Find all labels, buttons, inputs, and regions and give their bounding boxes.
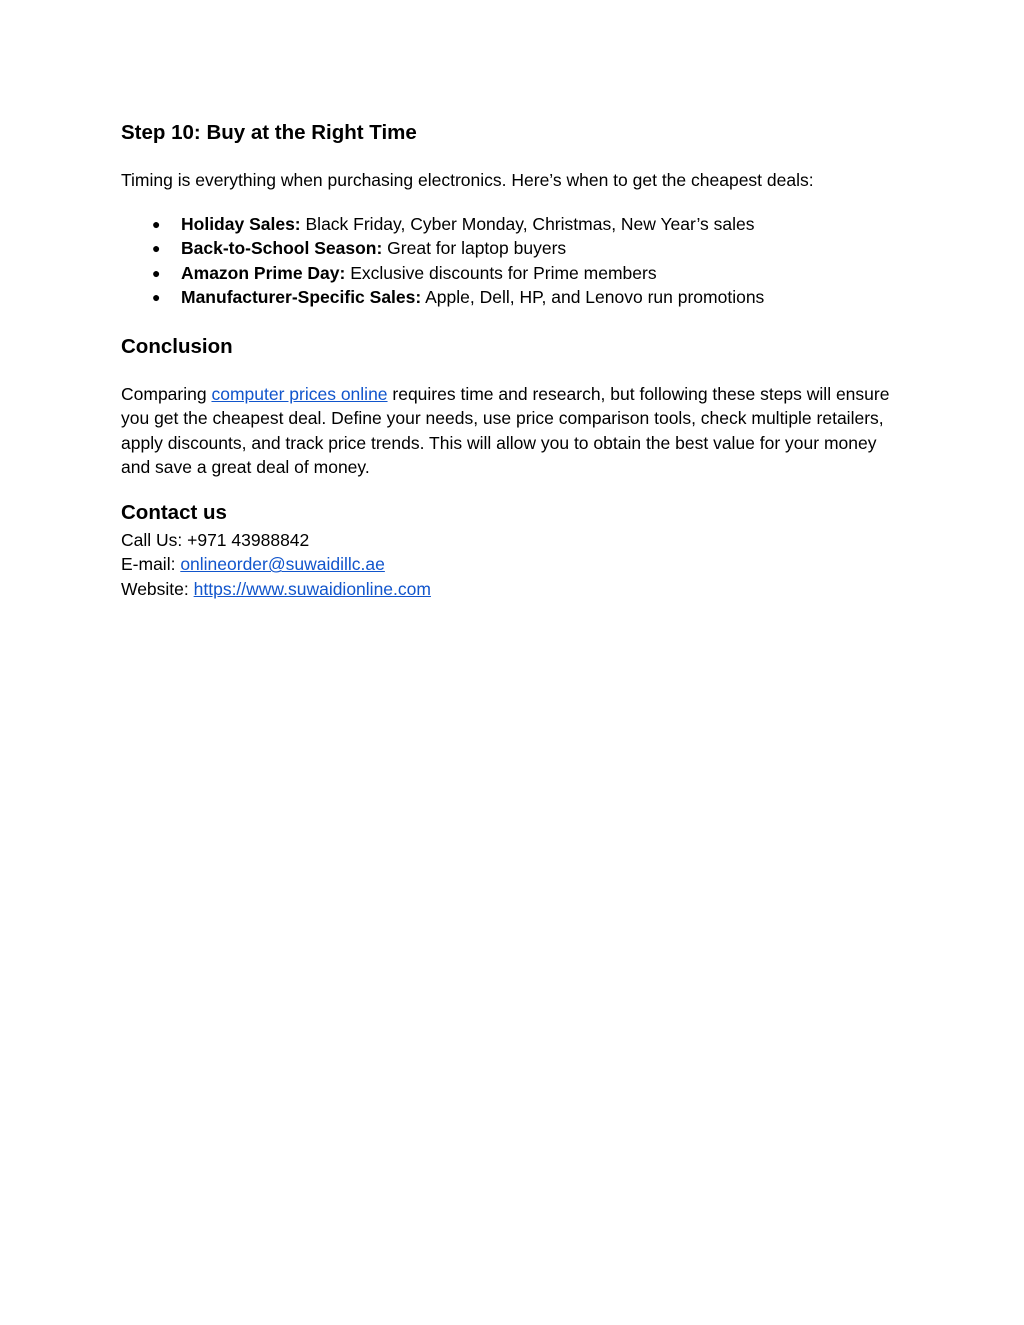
contact-phone: Call Us: +971 43988842 [121, 530, 310, 550]
email-label: E-mail: [121, 554, 181, 575]
bullet-icon: ● [152, 288, 161, 305]
list-item [121, 261, 901, 285]
list-item-text: Apple, Dell, HP, and Lenovo run promotions [421, 286, 765, 307]
conclusion-text-before: Comparing [121, 384, 212, 404]
email-link[interactable]: onlineorder@suwaidillc.ae [180, 554, 385, 575]
contact-email-line [121, 552, 431, 576]
bullet-icon: ● [152, 240, 161, 257]
website-label: Website: [121, 578, 194, 599]
bullet-icon: ● [152, 264, 161, 281]
contact-website-line [121, 577, 431, 601]
deals-list [121, 212, 901, 309]
list-item-text: Black Friday, Cyber Monday, Christmas, New Year’s sales [300, 214, 755, 234]
bullet-icon: ● [152, 216, 161, 232]
computer-prices-link[interactable]: computer prices online [211, 384, 388, 404]
list-item-text: Great for laptop buyers [382, 238, 567, 259]
list-item [121, 212, 901, 236]
contact-heading: Contact us [121, 501, 227, 524]
list-item-label: Back-to-School Season: [181, 238, 383, 259]
list-item-text: Exclusive discounts for Prime members [345, 262, 657, 283]
list-item-label: Manufacturer-Specific Sales: [181, 286, 422, 307]
list-item-label: Holiday Sales: [181, 214, 301, 234]
conclusion-heading: Conclusion [121, 335, 233, 358]
conclusion-text-after: requires time and research, but following these steps will ensure you get the cheapest deal. Define your needs, use price comparison tools, check multiple retailers, apply discounts, and track price trends. This will allow you to obtain the best value for your money and save a great deal of money. [121, 384, 890, 477]
website-link[interactable]: https://www.suwaidionline.com [193, 578, 431, 599]
list-item [121, 285, 901, 309]
contact-details [121, 528, 431, 601]
list-item [121, 236, 901, 260]
step10-heading: Step 10: Buy at the Right Time [121, 121, 417, 144]
list-item-label: Amazon Prime Day: [181, 262, 346, 283]
step10-intro: Timing is everything when purchasing electronics. Here’s when to get the cheapest deals: [121, 170, 814, 190]
conclusion-paragraph [121, 382, 896, 479]
